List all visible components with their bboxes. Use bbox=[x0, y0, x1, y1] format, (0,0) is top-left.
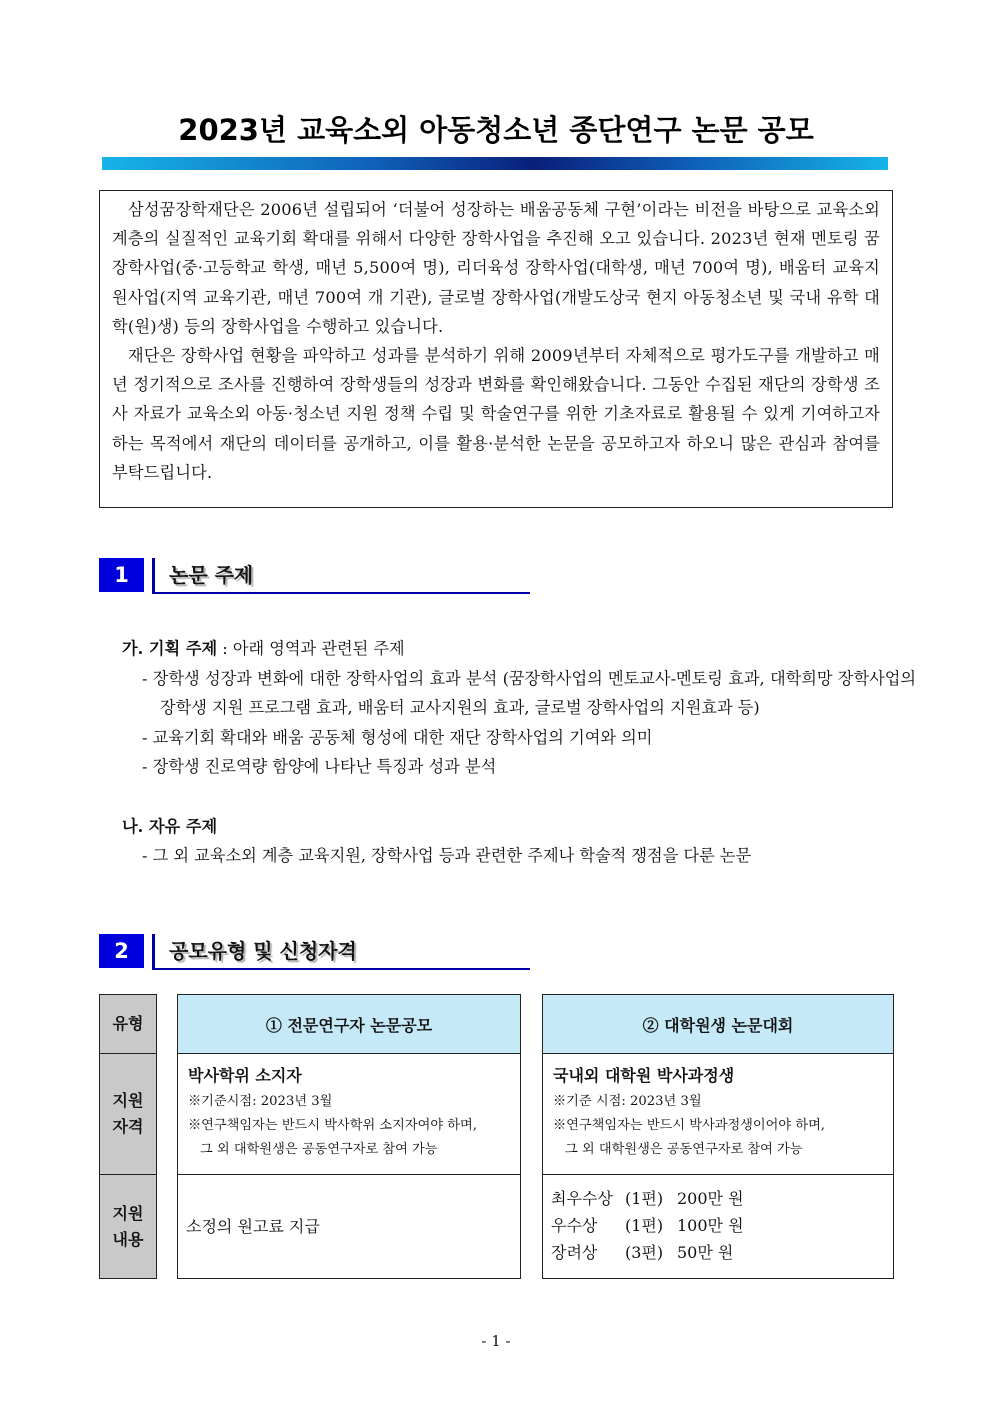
col1-qual-note: 그 외 대학원생은 공동연구자로 참여 가능 bbox=[200, 1142, 438, 1157]
col1-qual-main: 박사학위 소지자 bbox=[188, 1066, 302, 1085]
page-number: - 1 - bbox=[481, 1332, 511, 1350]
prize-amount: 200만 원 bbox=[677, 1189, 744, 1208]
planned-topic-item: - 장학생 성장과 변화에 대한 장학사업의 효과 분석 (꿈장학사업의 멘토교사-멘토링 효과, 대학희망 장학사업의 장학생 지원 프로그램 효과, 배움터 교사지원의 효과, 글로벌 장학사업의 지원효과 등) bbox=[142, 668, 916, 717]
prize-count: (3편) bbox=[625, 1243, 664, 1262]
section-2-underline bbox=[152, 968, 530, 970]
col2-qual-note: ※기준 시점: 2023년 3월 bbox=[553, 1094, 702, 1109]
intro-box bbox=[99, 190, 893, 508]
section-1-divider bbox=[152, 558, 155, 594]
col2-support bbox=[542, 1174, 894, 1279]
section-1-title: 논문 주제 bbox=[169, 563, 254, 587]
col1-support bbox=[177, 1174, 521, 1279]
col1-qual-note: ※기준시점: 2023년 3월 bbox=[188, 1094, 333, 1109]
prize-amount: 50만 원 bbox=[677, 1243, 734, 1262]
prize-name: 우수상 bbox=[551, 1216, 598, 1235]
col2-header: ② 대학원생 논문대회 bbox=[542, 994, 894, 1054]
col2-qual-note: 그 외 대학원생은 공동연구자로 참여 가능 bbox=[565, 1142, 803, 1157]
prize-count: (1편) bbox=[625, 1216, 664, 1235]
col2-qual-main: 국내외 대학원 박사과정생 bbox=[553, 1066, 735, 1085]
section-1-underline bbox=[152, 592, 530, 594]
col1-qual-note: ※연구책임자는 반드시 박사학위 소지자여야 하며, bbox=[188, 1118, 477, 1133]
section-2-divider bbox=[152, 934, 155, 970]
col1-support-text: 소정의 원고료 지급 bbox=[186, 1217, 320, 1236]
prize-row bbox=[551, 1212, 893, 1239]
planned-topic-desc: : 아래 영역과 관련된 주제 bbox=[217, 639, 405, 658]
intro-paragraph-2: 재단은 장학사업 현황을 파악하고 성과를 분석하기 위해 2009년부터 자체적으로 평가도구를 개발하고 매년 정기적으로 조사를 진행하여 장학생들의 성장과 변화를 확인해왔습니다. 그동안 수집된 재단의 장학생 조사 자료가 교육소외 아동·청소년 지원 정책 수립 및 학술연구를 위한 기초자료로 활용될 수 있게 기여하고자 하는 목적에서 재단의 데이터를 공개하고, 이를 활용·분석한 논문을 공모하고자 하오니 많은 관심과 참여를 부탁드립니다. bbox=[112, 346, 880, 482]
section-2-heading bbox=[99, 934, 539, 970]
label-type: 유형 bbox=[99, 994, 157, 1054]
col1-qualification bbox=[177, 1053, 521, 1175]
label-support: 지원 내용 bbox=[99, 1174, 157, 1279]
col2-qual-note: ※연구책임자는 반드시 박사과정생이어야 하며, bbox=[553, 1118, 825, 1133]
label-qualification: 지원 자격 bbox=[99, 1053, 157, 1175]
section-1-number: 1 bbox=[99, 558, 144, 592]
planned-topic-item: - 교육기회 확대와 배움 공동체 형성에 대한 재단 장학사업의 기여와 의미 bbox=[142, 727, 653, 747]
topics-list bbox=[122, 634, 916, 871]
col1-header: ① 전문연구자 논문공모 bbox=[177, 994, 521, 1054]
title-gradient-bar bbox=[102, 157, 888, 170]
section-2-title: 공모유형 및 신청자격 bbox=[169, 939, 357, 963]
planned-topic-item: - 장학생 진로역량 함양에 나타난 특징과 성과 분석 bbox=[142, 757, 497, 776]
free-topic-label: 나. 자유 주제 bbox=[122, 816, 218, 836]
page-title: 2023년 교육소외 아동청소년 종단연구 논문 공모 bbox=[178, 113, 814, 147]
prize-name: 장려상 bbox=[551, 1243, 598, 1262]
section-2-number: 2 bbox=[99, 934, 144, 968]
prize-row bbox=[551, 1239, 893, 1266]
free-topic-item: - 그 외 교육소외 계층 교육지원, 장학사업 등과 관련한 주제나 학술적 쟁점을 다룬 논문 bbox=[142, 846, 752, 865]
col2-qualification bbox=[542, 1053, 894, 1175]
prize-count: (1편) bbox=[625, 1189, 664, 1208]
prize-name: 최우수상 bbox=[551, 1189, 613, 1208]
prize-amount: 100만 원 bbox=[677, 1216, 744, 1235]
prize-row bbox=[551, 1185, 893, 1212]
intro-paragraph-1: 삼성꿈장학재단은 2006년 설립되어 ‘더불어 성장하는 배움공동체 구현’이라는 비전을 바탕으로 교육소외계층의 실질적인 교육기회 확대를 위해서 다양한 장학사업을 추진해 오고 있습니다. 2023년 현재 멘토링 꿈장학사업(중·고등학교 학생, 매년 5,500여 명), 리더육성 장학사업(대학생, 매년 700여 명), 배움터 교육지원사업(지역 교육기관, 매년 700여 개 기관), 글로벌 장학사업(개발도상국 현지 아동청소년 및 국내 유학 대학(원)생) 등의 장학사업을 수행하고 있습니다. bbox=[112, 200, 880, 336]
planned-topic-label: 가. 기획 주제 bbox=[122, 639, 218, 658]
section-1-heading bbox=[99, 558, 539, 594]
